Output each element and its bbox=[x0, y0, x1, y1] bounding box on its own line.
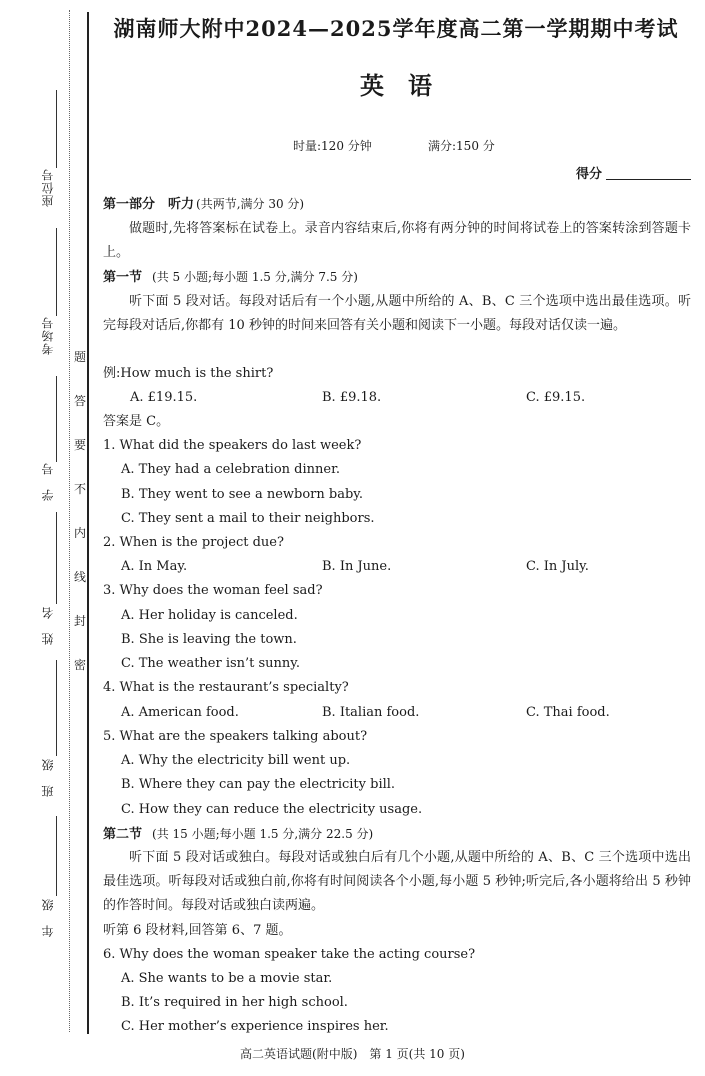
q2-option-a: A. In May. bbox=[121, 559, 188, 574]
example-question: 例:How much is the shirt? bbox=[103, 366, 274, 381]
seat-label: 座位号 bbox=[41, 168, 55, 207]
section2-title: 第二节 bbox=[103, 827, 143, 842]
q4-option-c: C. Thai food. bbox=[526, 705, 610, 720]
example-option-a: A. £19.15. bbox=[130, 390, 198, 405]
question-4: 4. What is the restaurant’s specialty? bbox=[103, 680, 349, 695]
q1-option-c: C. They sent a mail to their neighbors. bbox=[121, 511, 375, 526]
q1-option-b: B. They went to see a newborn baby. bbox=[121, 487, 364, 502]
q2-option-b: B. In June. bbox=[322, 559, 392, 574]
seal-char: 不 bbox=[73, 482, 86, 496]
seal-char: 密 bbox=[73, 658, 86, 672]
subject-title: 英 语 bbox=[360, 72, 432, 100]
question-6: 6. Why does the woman speaker take the acting course? bbox=[103, 947, 476, 962]
section1-heading bbox=[103, 268, 358, 287]
q5-option-c: C. How they can reduce the electricity usage. bbox=[121, 802, 423, 817]
q1-option-a: A. They had a celebration dinner. bbox=[121, 462, 340, 477]
grade-label: 年 级 bbox=[41, 898, 55, 937]
example-option-c: C. £9.15. bbox=[526, 390, 586, 405]
seal-char: 答 bbox=[73, 394, 86, 408]
q2-option-c: C. In July. bbox=[526, 559, 589, 574]
exam-time: 时量:120 分钟 bbox=[293, 139, 372, 153]
q5-option-a: A. Why the electricity bill went up. bbox=[121, 753, 351, 768]
binding-line bbox=[87, 12, 89, 1034]
dotted-cut-line bbox=[69, 10, 70, 1032]
exam-title: 湖南师大附中2024—2025学年度高二第一学期期中考试 bbox=[113, 16, 679, 41]
seal-char: 题 bbox=[73, 350, 86, 364]
section2-intro: 听下面 5 段对话或独白。每段对话或独白后有几个小题,从题中所给的 A、B、C 三个选项中选出最佳选项。听每段对话或独白前,你将有时间阅读各个小题,每小题 5 秒钟;听完后,各小题将给出 5 秒钟的作答时间。每段对话或独白读两遍。 bbox=[103, 850, 691, 913]
question-1: 1. What did the speakers do last week? bbox=[103, 438, 362, 453]
student-id-label: 学 号 bbox=[41, 462, 55, 501]
section1-intro: 听下面 5 段对话。每段对话后有一个小题,从题中所给的 A、B、C 三个选项中选出最佳选项。听完每段对话后,你都有 10 秒钟的时间来回答有关小题和阅读下一小题。每段对话仅读一遍。 bbox=[103, 294, 691, 333]
example-option-b: B. £9.18. bbox=[322, 390, 382, 405]
page-footer: 高二英语试题(附中版) 第 1 页(共 10 页) bbox=[240, 1047, 465, 1061]
score-label: 得分 bbox=[576, 167, 603, 182]
name-label: 姓 名 bbox=[41, 606, 55, 645]
q3-option-a: A. Her holiday is canceled. bbox=[121, 608, 298, 623]
class-label: 班 级 bbox=[41, 758, 55, 797]
q3-option-c: C. The weather isn’t sunny. bbox=[121, 656, 301, 671]
score-blank[interactable] bbox=[606, 179, 691, 180]
q3-option-b: B. She is leaving the town. bbox=[121, 632, 297, 647]
q6-option-b: B. It’s required in her high school. bbox=[121, 995, 348, 1010]
material-6: 听第 6 段材料,回答第 6、7 题。 bbox=[103, 923, 292, 938]
question-3: 3. Why does the woman feel sad? bbox=[103, 583, 323, 598]
part1-heading bbox=[103, 195, 304, 214]
section1-title: 第一节 bbox=[103, 270, 143, 285]
q6-option-c: C. Her mother’s experience inspires her. bbox=[121, 1019, 389, 1034]
q5-option-b: B. Where they can pay the electricity bill. bbox=[121, 777, 396, 792]
section2-note: (共 15 小题;每小题 1.5 分,满分 22.5 分) bbox=[152, 827, 374, 841]
seal-char: 要 bbox=[73, 438, 86, 452]
exam-room-label: 考场号 bbox=[41, 316, 55, 355]
example-answer: 答案是 C。 bbox=[103, 414, 170, 429]
section1-note: (共 5 小题;每小题 1.5 分,满分 7.5 分) bbox=[152, 270, 358, 284]
question-2: 2. When is the project due? bbox=[103, 535, 284, 550]
part1-title: 第一部分 听力 bbox=[103, 197, 195, 212]
q4-option-a: A. American food. bbox=[121, 705, 239, 720]
seal-char: 封 bbox=[73, 614, 86, 628]
seal-char: 线 bbox=[73, 570, 86, 584]
q6-option-a: A. She wants to be a movie star. bbox=[121, 971, 333, 986]
part1-intro: 做题时,先将答案标在试卷上。录音内容结束后,你将有两分钟的时间将试卷上的答案转涂到答题卡上。 bbox=[103, 221, 691, 260]
full-score: 满分:150 分 bbox=[428, 139, 495, 153]
part1-note: (共两节,满分 30 分) bbox=[196, 197, 305, 211]
q4-option-b: B. Italian food. bbox=[322, 705, 420, 720]
seal-char: 内 bbox=[73, 526, 86, 540]
question-5: 5. What are the speakers talking about? bbox=[103, 729, 368, 744]
section2-heading bbox=[103, 825, 373, 844]
